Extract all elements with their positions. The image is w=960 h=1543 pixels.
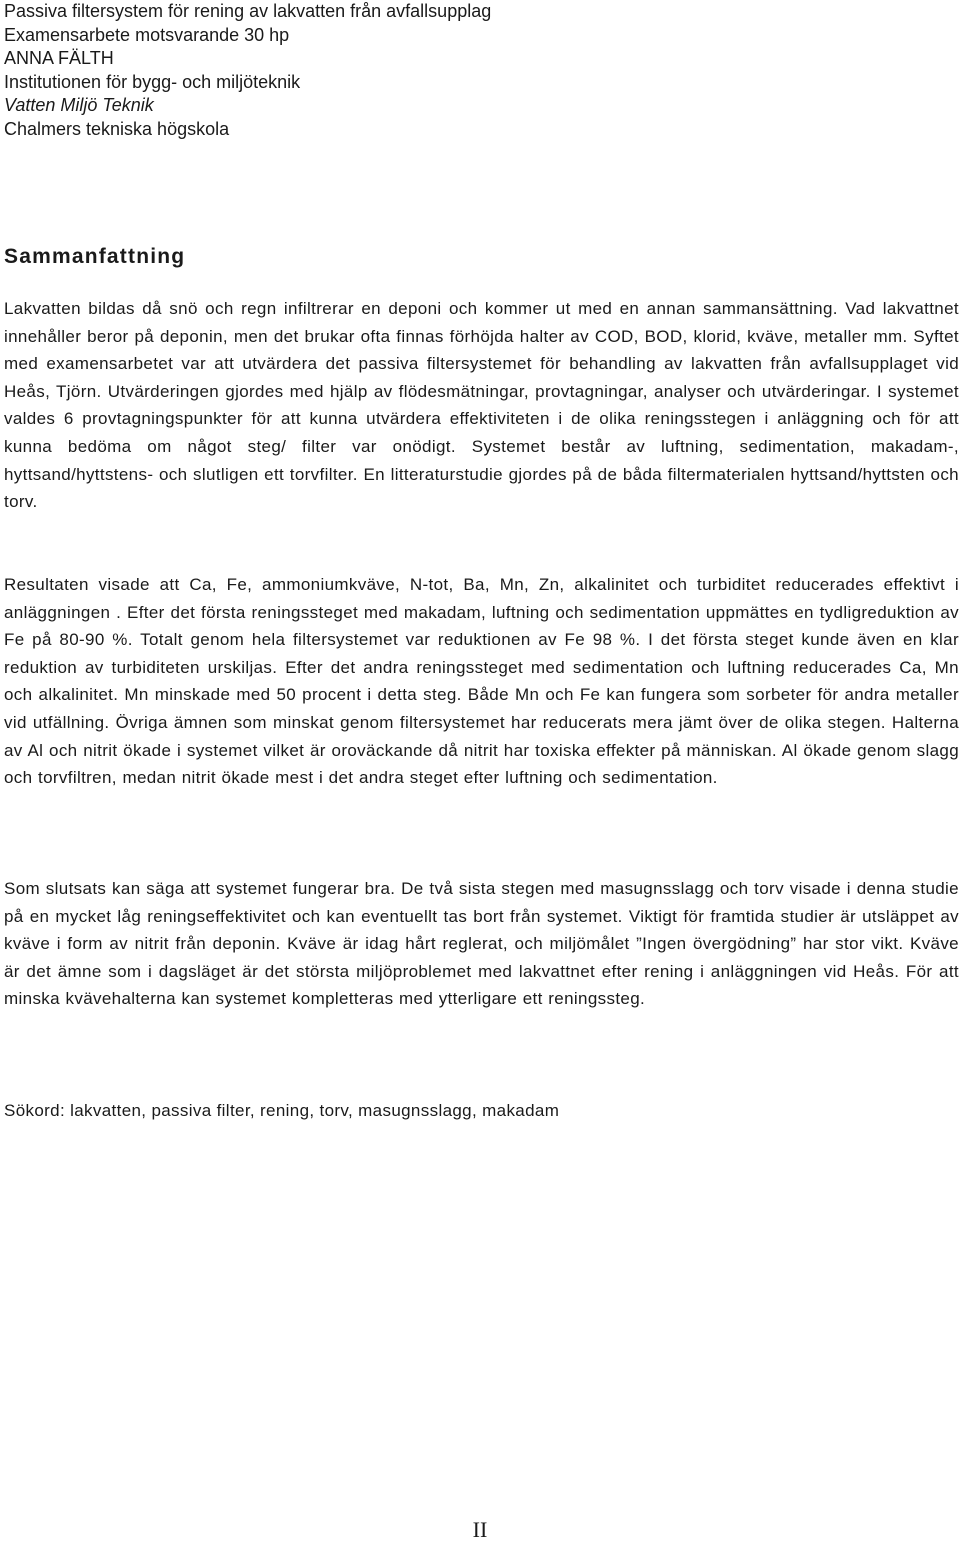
thesis-title: Passiva filtersystem för rening av lakvatten från avfallsupplag: [4, 1, 492, 21]
university-name: Chalmers tekniska högskola: [4, 118, 230, 139]
abstract-paragraph-1: Lakvatten bildas då snö och regn infiltrerar en deponi och kommer ut med en annan sammansättning. Vad lakvattnet innehåller beror på deponin, men det brukar ofta finnas förhöjda halter av COD, BOD, klorid, kväve, metaller mm. Syftet med examensarbetet var att utvärdera det passiva filtersystemet för behandling av lakvatten från avfallsupplaget vid Heås, Tjörn. Utvärderingen gjordes med hjälp av flödesmätningar, provtagningar, analyser och utvärderingar. I systemet valdes 6 provtagningspunkter för att kunna utvärdera effektiviteten i de olika reningsstegen i anläggning och för att kunna bedöma om något steg/ filter var onödigt. Systemet består av luftning, sedimentation, makadam-, hyttsand/hyttstens- och slutligen ett torvfilter. En litteraturstudie gjordes på de båda filtermaterialen hyttsand/hyttsten och torv.: [4, 299, 959, 512]
author-name: ANNA FÄLTH: [4, 48, 114, 69]
abstract-paragraph-2: Resultaten visade att Ca, Fe, ammoniumkväve, N-tot, Ba, Mn, Zn, alkalinitet och turbiditet reducerades effektivt i anläggningen . Efter det första reningssteget med makadam, luftning och sedimentation uppmättes en tydligreduktion av Fe på 80-90 %. Totalt genom hela filtersystemet var reduktionen av Fe 98 %. I det första steget kunde även en klar reduktion av turbiditeten urskiljas. Efter det andra reningssteget med sedimentation och luftning reducerades Ca, Mn och alkalinitet. Mn minskade med 50 procent i detta steg. Både Mn och Fe kan fungera som sorbeter för andra metaller vid utfällning. Övriga ämnen som minskat genom filtersystemet har reducerats mera jämt över de olika stegen. Halterna av Al och nitrit ökade i systemet vilket är oroväckande då nitrit har toxiska effekter på människan. Al ökade genom slagg och torvfiltren, medan nitrit ökade mest i det andra steget efter luftning och sedimentation.: [4, 575, 959, 788]
title-block: [4, 0, 954, 142]
abstract-heading: Sammanfattning: [4, 245, 186, 268]
abstract-paragraph-3: Som slutsats kan säga att systemet fungerar bra. De två sista stegen med masugnsslagg och torv visade i denna studie på en mycket låg reningseffektivitet och kan eventuellt tas bort från systemet. Viktigt för framtida studier är utsläppet av kväve i form av nitrit från deponin. Kväve är idag hårt reglerat, och miljömålet ”Ingen övergödning” har stor vikt. Kväve är det ämne som i dagsläget är det största miljöproblemet med lakvattnet efter rening i anläggningen vid Heås. För att minska kvävehalterna kan systemet kompletteras med ytterligare ett reningssteg.: [4, 879, 959, 1009]
page-number: II: [472, 1517, 488, 1542]
program-name: Vatten Miljö Teknik: [4, 95, 154, 116]
keywords-line: Sökord: lakvatten, passiva filter, rening, torv, masugnsslagg, makadam: [4, 1101, 560, 1120]
department-name: Institutionen för bygg- och miljöteknik: [4, 71, 301, 92]
thesis-type: Examensarbete motsvarande 30 hp: [4, 24, 290, 45]
